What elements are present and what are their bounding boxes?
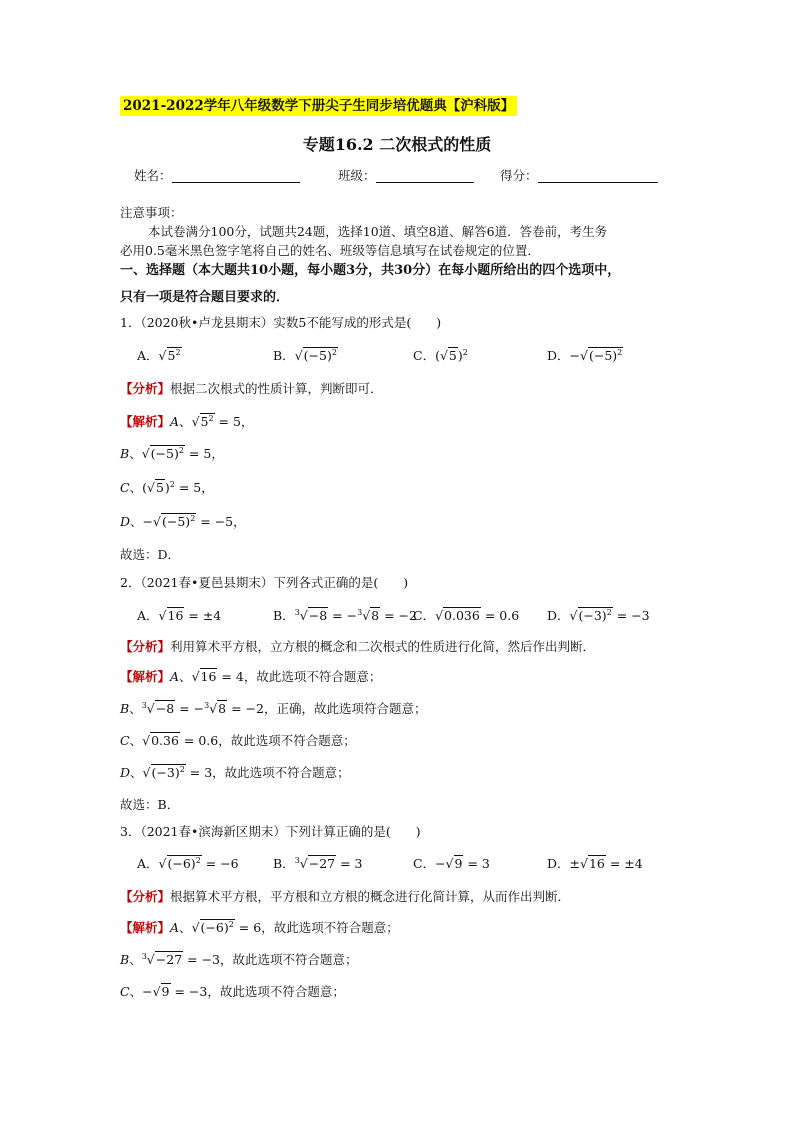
notice-heading: 注意事项： [120,205,183,220]
score-field[interactable] [500,166,658,184]
series-banner: 2021-2022学年八年级数学下册尖子生同步培优题典【沪科版】 [120,96,517,116]
q3-option-c[interactable]: C．−√9 = 3 [413,856,490,871]
q3-solution-a: 【解析】A、$√(-6)^2 = 6$，故此选项不符合题意； [120,919,399,935]
q1-solution-a: 【解析】A、$√5^2 = 5$， [120,413,254,429]
student-info-row [134,166,674,186]
name-label: 姓名： [134,168,172,183]
q2-solution-b: B、$^3$√−8 = −$^3$√8 = −2，正确，故此选项符合题意； [120,700,427,716]
notice-line-2: 必用0.5毫米黑色签字笔将自己的姓名、班级等信息填写在试卷规定的位置． [120,243,540,258]
q1-solution-d: D、$-√(-5)^2 = -5$， [120,513,246,529]
q3-stem: 3．（2021春•滨海新区期末）下列计算正确的是( ) [120,824,421,839]
q3-option-b[interactable]: B．$^3$√−27 = 3 [273,855,363,871]
notice-line-1: 本试卷满分100分，试题共24题，选择10道、填空8道、解答6道．答卷前，考生务 [148,224,608,239]
page-title: 专题16.2 二次根式的性质 [302,135,492,154]
section-heading-1: 一、选择题（本大题共10小题，每小题3分，共30分）在每小题所给出的四个选项中， [120,263,621,278]
q3-option-a[interactable]: A．$√(-6)^2 = -6$ [137,855,239,871]
q2-solution-d: D、$√(-3)^2 = 3$，故此选项不符合题意； [120,764,350,780]
score-label: 得分： [500,168,538,183]
q1-analysis: 【分析】根据二次根式的性质计算，判断即可． [120,381,383,396]
q3-solution-c: C、−√9 = −3，故此选项不符合题意； [120,984,345,999]
q2-option-a[interactable]: A．√16 = ±4 [137,608,222,623]
q3-analysis: 【分析】根据算术平方根，平方根和立方根的概念进行化简计算，从而作出判断． [120,889,571,904]
q1-option-a[interactable]: A．$√5^2$ [137,347,181,363]
q2-answer: 故选：B． [120,797,180,812]
q2-option-b[interactable]: B．$^3$√−8 = −$^3$√8 = −2 [273,607,417,623]
q2-solution-a: 【解析】A、√16 = 4，故此选项不符合题意； [120,669,382,684]
q3-solution-b: B、$^3$√−27 = −3，故此选项不符合题意； [120,951,358,967]
q2-analysis: 【分析】利用算术平方根，立方根的概念和二次根式的性质进行化简，然后作出判断． [120,639,596,654]
class-field[interactable] [338,166,474,184]
section-heading-2: 只有一项是符合题目要求的． [120,290,290,305]
q2-solution-c: C、√0.36 = 0.6，故此选项不符合题意； [120,733,356,748]
q1-option-d[interactable]: D．$-√(-5)^2$ [547,347,623,363]
q1-solution-b: B、$√(-5)^2 = 5$， [120,445,224,461]
q2-option-d[interactable]: D．$√(-3)^2 = -3$ [547,607,650,623]
q2-option-c[interactable]: C．√0.036 = 0.6 [413,608,520,623]
q3-option-d[interactable]: D．±√16 = ±4 [547,856,643,871]
q1-stem: 1．（2020秋•卢龙县期末）实数5不能写成的形式是( ) [120,315,442,330]
q1-option-b[interactable]: B．$√(-5)^2$ [273,347,337,363]
name-field[interactable] [134,166,300,184]
q2-stem: 2．（2021春•夏邑县期末）下列各式正确的是( ) [120,575,409,590]
q1-answer: 故选：D． [120,547,181,562]
q1-solution-c: C、$(√5)^2 = 5$， [120,479,214,495]
q1-option-c[interactable]: C．$(√5)^2$ [413,347,468,363]
class-label: 班级： [338,168,376,183]
